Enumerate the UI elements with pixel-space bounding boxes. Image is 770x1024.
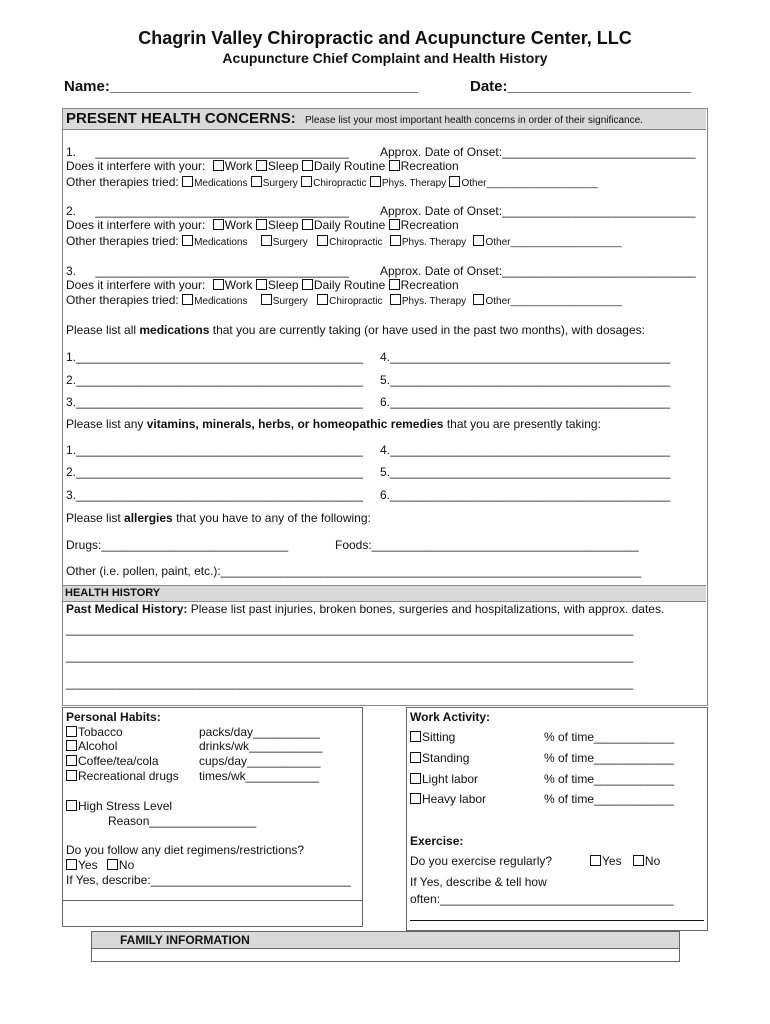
medication-line-6[interactable]: 6.__________________________________________ xyxy=(380,395,671,409)
exercise-describe-label: If Yes, describe & tell how xyxy=(410,875,547,889)
vitamin-line-2[interactable]: 2.___________________________________________ xyxy=(66,465,363,479)
medication-line-1[interactable]: 1.___________________________________________ xyxy=(66,350,363,364)
checkbox-tobacco-icon[interactable] xyxy=(66,726,77,737)
checkbox-chiropractic-icon[interactable] xyxy=(317,235,328,246)
diet-question: Do you follow any diet regimens/restrictions? xyxy=(66,843,305,857)
standing-pct[interactable]: % of time____________ xyxy=(544,751,675,765)
exercise-often-field[interactable]: often:___________________________________ xyxy=(410,892,674,906)
medication-line-5[interactable]: 5.__________________________________________ xyxy=(380,373,671,387)
vitamin-line-6[interactable]: 6.__________________________________________ xyxy=(380,488,671,502)
checkbox-chiropractic-icon[interactable] xyxy=(317,294,328,305)
present-health-heading: PRESENT HEALTH CONCERNS: xyxy=(66,110,296,127)
habit-coffee[interactable]: Coffee/tea/cola xyxy=(66,754,159,768)
health-history-band xyxy=(63,585,706,602)
checkbox-medications-icon[interactable] xyxy=(182,176,193,187)
name-field[interactable]: Name:_____________________________________ xyxy=(64,78,419,95)
checkbox-medications-icon[interactable] xyxy=(182,294,193,305)
heavy-labor-pct[interactable]: % of time____________ xyxy=(544,792,675,806)
checkbox-phys-therapy-icon[interactable] xyxy=(390,294,401,305)
concern-1[interactable]: 1. ______________________________________ xyxy=(66,145,349,159)
concern-2-onset[interactable]: Approx. Date of Onset:_____________________________ xyxy=(380,204,696,218)
stress-reason-field[interactable]: Reason________________ xyxy=(108,814,257,828)
concern-1-onset[interactable]: Approx. Date of Onset:_____________________________ xyxy=(380,145,696,159)
family-information-box xyxy=(91,947,680,962)
medication-line-3[interactable]: 3.___________________________________________ xyxy=(66,395,363,409)
checkbox-other-icon[interactable] xyxy=(473,294,484,305)
checkbox-chiropractic-icon[interactable] xyxy=(301,176,312,187)
checkbox-recreation-icon[interactable] xyxy=(389,219,400,230)
sitting-pct[interactable]: % of time____________ xyxy=(544,730,675,744)
health-history-heading: HEALTH HISTORY xyxy=(65,587,161,599)
checkbox-recreation-icon[interactable] xyxy=(389,279,400,290)
work-light-labor[interactable]: Light labor xyxy=(410,772,478,786)
work-heavy-labor[interactable]: Heavy labor xyxy=(410,792,486,806)
checkbox-standing-icon[interactable] xyxy=(410,752,421,763)
vitamin-line-1[interactable]: 1.___________________________________________ xyxy=(66,443,363,457)
checkbox-diet-yes-icon[interactable] xyxy=(66,859,77,870)
checkbox-sitting-icon[interactable] xyxy=(410,731,421,742)
concern-3-interfere: Does it interfere with your: Work Sleep Daily Routine Recreation xyxy=(66,278,459,292)
exercise-heading: Exercise: xyxy=(410,834,464,848)
present-health-instruction: Please list your most important health concerns in order of their significance. xyxy=(305,115,643,126)
checkbox-recreation-icon[interactable] xyxy=(389,160,400,171)
checkbox-work-icon[interactable] xyxy=(213,279,224,290)
drug-allergies-field[interactable]: Drugs:____________________________ xyxy=(66,538,289,552)
concern-3-onset[interactable]: Approx. Date of Onset:_____________________________ xyxy=(380,264,696,278)
diet-describe-field[interactable]: If Yes, describe:______________________________ xyxy=(66,873,351,887)
checkbox-daily-routine-icon[interactable] xyxy=(302,279,313,290)
tobacco-amount[interactable]: packs/day__________ xyxy=(199,725,320,739)
checkbox-heavy-labor-icon[interactable] xyxy=(410,793,421,804)
vitamins-intro: Please list any vitamins, minerals, herbs, or homeopathic remedies that you are presently taking: xyxy=(66,417,601,431)
checkbox-high-stress-icon[interactable] xyxy=(66,800,77,811)
history-line-2[interactable]: _____________________________________________________________________________________ xyxy=(66,649,634,663)
checkbox-surgery-icon[interactable] xyxy=(251,176,262,187)
date-field[interactable]: Date:______________________ xyxy=(470,78,692,95)
drugs-amount[interactable]: times/wk___________ xyxy=(199,769,320,783)
allergies-intro: Please list allergies that you have to any of the following: xyxy=(66,511,371,525)
checkbox-coffee-icon[interactable] xyxy=(66,755,77,766)
work-activity-heading: Work Activity: xyxy=(410,710,491,724)
checkbox-exercise-no-icon[interactable] xyxy=(633,855,644,866)
diet-yes-no: Yes No xyxy=(66,858,134,872)
checkbox-diet-no-icon[interactable] xyxy=(107,859,118,870)
checkbox-other-icon[interactable] xyxy=(449,176,460,187)
alcohol-amount[interactable]: drinks/wk___________ xyxy=(199,739,323,753)
food-allergies-field[interactable]: Foods:________________________________________ xyxy=(335,538,639,552)
vitamin-line-3[interactable]: 3.___________________________________________ xyxy=(66,488,363,502)
concern-1-interfere: Does it interfere with your: Work Sleep Daily Routine Recreation xyxy=(66,159,459,173)
exercise-yes-no: Yes No xyxy=(590,854,660,868)
checkbox-sleep-icon[interactable] xyxy=(256,160,267,171)
checkbox-work-icon[interactable] xyxy=(213,219,224,230)
light-labor-pct[interactable]: % of time____________ xyxy=(544,772,675,786)
history-line-3[interactable]: _____________________________________________________________________________________ xyxy=(66,676,634,690)
past-medical-history-label: Past Medical History: Please list past injuries, broken bones, surgeries and hospitalizations, with approx. dates. xyxy=(66,602,665,616)
checkbox-work-icon[interactable] xyxy=(213,160,224,171)
checkbox-recreational-drugs-icon[interactable] xyxy=(66,770,77,781)
personal-habits-heading: Personal Habits: xyxy=(66,710,161,724)
checkbox-sleep-icon[interactable] xyxy=(256,279,267,290)
concern-2[interactable]: 2. ______________________________________ xyxy=(66,204,349,218)
habit-tobacco[interactable]: Tobacco xyxy=(66,725,123,739)
present-health-band xyxy=(63,109,706,130)
habit-recreational-drugs[interactable]: Recreational drugs xyxy=(66,769,179,783)
checkbox-exercise-yes-icon[interactable] xyxy=(590,855,601,866)
checkbox-other-icon[interactable] xyxy=(473,235,484,246)
habit-high-stress[interactable]: High Stress Level xyxy=(66,799,172,813)
concern-3-therapies: Other therapies tried: Medications Surgery Chiropractic Phys. Therapy Other____________________ xyxy=(66,293,622,307)
history-line-1[interactable]: _____________________________________________________________________________________ xyxy=(66,622,634,636)
family-information-heading: FAMILY INFORMATION xyxy=(120,933,250,947)
vitamin-line-4[interactable]: 4.__________________________________________ xyxy=(380,443,671,457)
coffee-amount[interactable]: cups/day___________ xyxy=(199,754,321,768)
form-title: Chagrin Valley Chiropractic and Acupuncture Center, LLC xyxy=(138,28,632,48)
work-standing[interactable]: Standing xyxy=(410,751,469,765)
checkbox-daily-routine-icon[interactable] xyxy=(302,160,313,171)
concern-3[interactable]: 3. ______________________________________ xyxy=(66,264,349,278)
exercise-question: Do you exercise regularly? xyxy=(410,854,553,868)
concern-1-therapies: Other therapies tried: Medications Surgery Chiropractic Phys. Therapy Other____________________ xyxy=(66,175,598,189)
work-sitting[interactable]: Sitting xyxy=(410,730,455,744)
checkbox-light-labor-icon[interactable] xyxy=(410,773,421,784)
exercise-extra-line[interactable] xyxy=(410,920,704,921)
vitamin-line-5[interactable]: 5.__________________________________________ xyxy=(380,465,671,479)
form-subtitle: Acupuncture Chief Complaint and Health History xyxy=(222,50,548,66)
checkbox-phys-therapy-icon[interactable] xyxy=(370,176,381,187)
medication-line-2[interactable]: 2.___________________________________________ xyxy=(66,373,363,387)
medication-line-4[interactable]: 4.__________________________________________ xyxy=(380,350,671,364)
concern-2-therapies: Other therapies tried: Medications Surgery Chiropractic Phys. Therapy Other____________________ xyxy=(66,234,622,248)
habits-divider xyxy=(62,900,362,901)
medications-intro: Please list all medications that you are currently taking (or have used in the past two months), with dosages: xyxy=(66,323,645,337)
other-allergies-field[interactable]: Other (i.e. pollen, paint, etc.):_______________________________________________________________ xyxy=(66,564,642,578)
checkbox-phys-therapy-icon[interactable] xyxy=(390,235,401,246)
checkbox-medications-icon[interactable] xyxy=(182,235,193,246)
checkbox-surgery-icon[interactable] xyxy=(261,235,272,246)
concern-2-interfere: Does it interfere with your: Work Sleep Daily Routine Recreation xyxy=(66,218,459,232)
checkbox-surgery-icon[interactable] xyxy=(261,294,272,305)
habit-alcohol[interactable]: Alcohol xyxy=(66,739,117,753)
checkbox-sleep-icon[interactable] xyxy=(256,219,267,230)
checkbox-daily-routine-icon[interactable] xyxy=(302,219,313,230)
checkbox-alcohol-icon[interactable] xyxy=(66,740,77,751)
